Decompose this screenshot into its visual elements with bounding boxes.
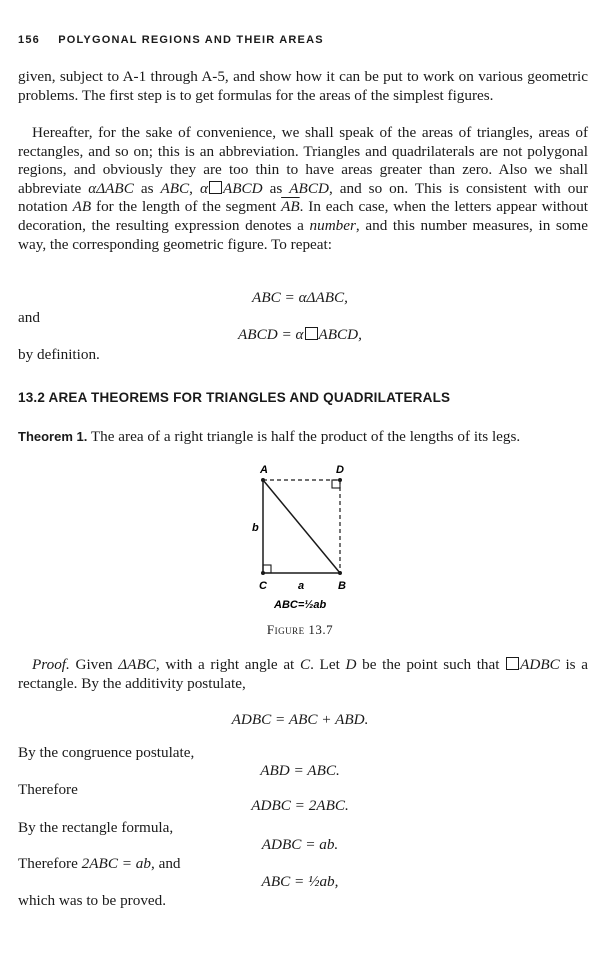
emphasis-text: number [309, 216, 356, 234]
vertex-d-label: D [336, 464, 344, 476]
equation-therefore: ADBC = 2ABC. [251, 797, 349, 814]
closing-line: which was to be proved. [18, 892, 167, 909]
proof-text: . Let [310, 656, 346, 673]
proof-text: Given [69, 656, 119, 673]
equation-rectangle: ADBC = ab. [261, 836, 339, 853]
proof-text: , and [150, 855, 181, 872]
vertex-c-label: C [259, 580, 267, 592]
equation-final: ABC = ½ab, [261, 873, 339, 890]
convention-text: . In each case, when the letters appear without decoration, the resulting expression denotes a [18, 198, 589, 234]
side-a-label: a [298, 580, 305, 592]
vertex-a-label: A [260, 464, 268, 476]
page-number: 156 [18, 34, 40, 46]
math-expr: αΔABC [88, 179, 134, 197]
congruence-label: By the congruence postulate, [18, 744, 195, 761]
math-expr: ABCD, [318, 326, 362, 343]
math-expr: 2ABC = ab [81, 855, 151, 872]
math-expr: ABCD [222, 179, 263, 197]
rectangle-symbol-icon [305, 327, 318, 340]
math-expr: ABCD = α [238, 326, 304, 343]
math-expr: D [345, 656, 357, 673]
area-formula-label: ABC=½ab [274, 599, 327, 611]
convention-text: as [133, 179, 161, 197]
triangle-diagram [230, 458, 370, 618]
and-label: and [18, 309, 40, 326]
proof-text: , with a right angle at [155, 656, 300, 673]
equation-additivity: ADBC = ABC + ABD. [231, 711, 369, 728]
caption-word: Figure [266, 622, 305, 637]
theorem-statement [18, 428, 588, 447]
running-title: POLYGONAL REGIONS AND THEIR AREAS [58, 34, 324, 46]
side-b-label: b [252, 522, 259, 534]
convention-text: as [262, 179, 290, 197]
therefore-2-line [18, 855, 181, 873]
vertex-a-point [261, 478, 265, 482]
math-expr: ABCD [289, 179, 329, 197]
equation-congruence: ABD = ABC. [260, 762, 340, 779]
math-expr: C [299, 656, 311, 673]
definition-equation-triangle: ABC = αΔABC, [252, 289, 348, 306]
running-header [18, 34, 578, 46]
convention-text: , [189, 179, 200, 197]
math-expr: ΔABC [118, 656, 156, 673]
section-title: 13.2 AREA THEOREMS FOR TRIANGLES AND QUADRILATERALS [18, 390, 451, 405]
vertex-b-point [338, 571, 342, 575]
figure-right-triangle [230, 458, 370, 618]
vertex-b-label: B [338, 580, 346, 592]
math-expr: AB [72, 198, 92, 216]
theorem-label: Theorem 1. [18, 429, 88, 444]
proof-text: Therefore [18, 855, 82, 872]
proof-text: is a rectangle. By the additivity postulate, [18, 656, 588, 692]
segment-notation: $\overline{AB}$ [281, 198, 300, 216]
math-expr: α [199, 179, 208, 197]
convention-text: , and this number measures, in some way, the corresponding geometric figure. To repeat: [18, 216, 588, 253]
proof-paragraph [18, 656, 588, 693]
theorem-text: The area of a right triangle is half the product of the lengths of its legs. [90, 428, 521, 445]
caption-number: 13.7 [308, 622, 334, 637]
vertex-c-point [261, 571, 265, 575]
by-definition-label: by definition. [18, 346, 100, 363]
intro-paragraph: given, subject to A-1 through A-5, and show how it can be put to work on various geometric problems. The first step is to get formulas for the areas of the simplest figures. [18, 68, 588, 104]
convention-paragraph [18, 124, 588, 254]
math-expr: ADBC [520, 656, 560, 673]
vertex-d-point [338, 478, 342, 482]
rectangle-symbol-icon [506, 657, 519, 670]
figure-caption [0, 622, 600, 638]
rectangle-symbol-icon [209, 181, 222, 194]
definition-equation-quadrilateral [0, 326, 600, 344]
math-expr: ABC [160, 179, 190, 197]
convention-text: Hereafter, for the sake of convenience, we shall speak of the areas of triangles, areas of rectangles, and so on; this is an abbreviation. Triangles and quadrilaterals are not polygonal regions, and obviously they are too thin to have areas greater than zero. Also we shall abbreviate [18, 124, 588, 197]
rectangle-formula-label: By the rectangle formula, [18, 819, 174, 836]
therefore-label: Therefore [18, 781, 78, 798]
hypotenuse-line [263, 480, 340, 573]
convention-text: , and so on. This is consistent with our notation [18, 179, 589, 216]
proof-text: be the point such that [356, 656, 506, 673]
proof-label: Proof. [32, 656, 70, 673]
convention-text: for the length of the segment [91, 198, 282, 216]
